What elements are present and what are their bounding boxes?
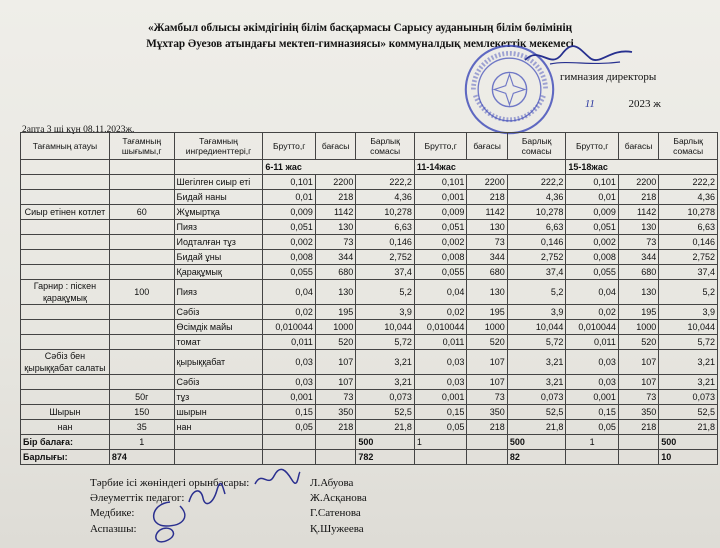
cell-p3: 520 [618,335,658,350]
cell-s3: 21,8 [659,420,718,435]
cell-s3: 2,752 [659,250,718,265]
col-header: бағасы [315,133,355,160]
cell-b2: 0,15 [414,405,467,420]
cell-s3: 0,073 [659,390,718,405]
col-header: бағасы [467,133,507,160]
col-header: Барлық сомасы [507,133,566,160]
col-header: Брутто,г [263,133,316,160]
dish-yield: 150 [109,405,174,420]
cell-s2: 0,146 [507,235,566,250]
cell-p1: 344 [315,250,355,265]
cell-s1: 0,073 [356,390,415,405]
totals-t1: 782 [356,450,415,465]
cell-b1: 0,051 [263,220,316,235]
cell-b1: 0,008 [263,250,316,265]
cell-b1: 0,01 [263,190,316,205]
cell-p1: 107 [315,350,355,375]
dish-yield: 60 [109,205,174,220]
cell-p2: 218 [467,420,507,435]
cell-s3: 5,72 [659,335,718,350]
col-header: Тағамның шығымы,г [109,133,174,160]
cell-p2: 1000 [467,320,507,335]
cell-s1: 10,278 [356,205,415,220]
cell-b1: 0,15 [263,405,316,420]
cell-ing: Шегілген сиыр еті [174,175,263,190]
totals-t3: 10 [659,450,718,465]
dish-name [21,250,110,265]
cell-s3: 5,2 [659,280,718,305]
cell-p3: 107 [618,375,658,390]
col-header: Барлық сомасы [659,133,718,160]
per-child-v1: 1 [109,435,174,450]
cell-p2: 73 [467,235,507,250]
cell-s3: 10,044 [659,320,718,335]
cell-ing: қырыққабат [174,350,263,375]
cell-b1: 0,009 [263,205,316,220]
cell-p2: 520 [467,335,507,350]
cell-ing: Пияз [174,280,263,305]
cell-s2: 21,8 [507,420,566,435]
cell-p2: 130 [467,280,507,305]
cell-b1: 0,05 [263,420,316,435]
cell-ing: шырын [174,405,263,420]
dish-name: Сиыр етінен котлет [21,205,110,220]
age-group: 11-14жас [414,160,565,175]
cell-s2: 37,4 [507,265,566,280]
cell-b2: 0,002 [414,235,467,250]
dish-yield [109,190,174,205]
dish-yield [109,235,174,250]
cell-s2: 0,073 [507,390,566,405]
table-row [21,375,718,390]
signature-name: Ж.Асқанова [310,492,367,504]
cell-p1: 73 [315,235,355,250]
signature-scribble [140,496,200,544]
table-row [21,405,718,420]
cell-s1: 222,2 [356,175,415,190]
cell-p2: 2200 [467,175,507,190]
cell-ing: Пияз [174,220,263,235]
cell-p2: 73 [467,390,507,405]
cell-ing: Қарақұмық [174,265,263,280]
cell-s3: 10,278 [659,205,718,220]
cell-b3: 0,03 [566,350,619,375]
cell-b1: 0,101 [263,175,316,190]
signature-role: Әлеуметтік педагог: [90,492,185,504]
cell-b2: 0,051 [414,220,467,235]
cell-s1: 3,9 [356,305,415,320]
cell-b2: 0,008 [414,250,467,265]
approval-year: 2023 ж [628,98,661,110]
cell-ing: Бидай наны [174,190,263,205]
cell-s1: 6,63 [356,220,415,235]
table-row [21,420,718,435]
cell-b3: 0,055 [566,265,619,280]
cell-s2: 5,72 [507,335,566,350]
col-header: Тағамның атауы [21,133,110,160]
dish-yield [109,320,174,335]
cell-s1: 4,36 [356,190,415,205]
cell-s3: 0,146 [659,235,718,250]
cell-s1: 2,752 [356,250,415,265]
cell-s2: 3,21 [507,375,566,390]
cell-s1: 3,21 [356,350,415,375]
dish-name: Шырын [21,405,110,420]
cell-p3: 344 [618,250,658,265]
totals-t2: 82 [507,450,566,465]
cell-s2: 5,2 [507,280,566,305]
cell-p1: 1142 [315,205,355,220]
cell-p3: 130 [618,280,658,305]
cell-b1: 0,011 [263,335,316,350]
dish-yield [109,220,174,235]
cell-b2: 0,010044 [414,320,467,335]
cell-b3: 0,05 [566,420,619,435]
signature-name: Г.Сатенова [310,507,361,519]
table-row [21,205,718,220]
signature-role: Тәрбие ісі жөніндегі орынбасары: [90,477,250,489]
cell-p3: 1142 [618,205,658,220]
cell-s2: 222,2 [507,175,566,190]
signature-scribble [252,466,302,490]
table-row [21,280,718,305]
cell-p2: 350 [467,405,507,420]
cell-b3: 0,01 [566,190,619,205]
dish-yield [109,350,174,375]
cell-s1: 0,146 [356,235,415,250]
age-group: 6-11 жас [263,160,414,175]
dish-yield [109,305,174,320]
totals-yield: 874 [109,450,174,465]
cell-b2: 0,03 [414,350,467,375]
cell-s2: 3,9 [507,305,566,320]
cell-b2: 0,101 [414,175,467,190]
director-signature [520,40,640,74]
cell-p2: 130 [467,220,507,235]
signature-role: Аспазшы: [90,523,137,535]
dish-yield [109,335,174,350]
col-header: Тағамның ингредиенттері,г [174,133,263,160]
cell-b2: 0,001 [414,190,467,205]
cell-p2: 218 [467,190,507,205]
dish-yield [109,265,174,280]
header-row [21,133,718,160]
cell-s3: 52,5 [659,405,718,420]
cell-ing: Сәбіз [174,375,263,390]
dish-yield: 35 [109,420,174,435]
cell-b3: 0,03 [566,375,619,390]
dish-yield [109,375,174,390]
cell-p1: 195 [315,305,355,320]
cell-b3: 0,15 [566,405,619,420]
cell-s2: 10,278 [507,205,566,220]
col-header: Брутто,г [566,133,619,160]
cell-s1: 10,044 [356,320,415,335]
cell-b2: 0,05 [414,420,467,435]
cell-p1: 107 [315,375,355,390]
cell-p1: 130 [315,220,355,235]
cell-p1: 130 [315,280,355,305]
dish-name [21,235,110,250]
cell-b1: 0,001 [263,390,316,405]
per-child-label: Бір балаға: [21,435,110,450]
header-line-2: Мұхтар Әуезов атындағы мектеп-гимназиясы» коммуналдық мемлекеттік мекемесі [146,38,574,50]
cell-p3: 73 [618,390,658,405]
totals-row [21,450,718,465]
header-line-1: «Жамбыл облысы әкімдігінің білім басқармасы Сарысу ауданының білім бөлімінің [147,22,573,34]
dish-name [21,265,110,280]
cell-p2: 344 [467,250,507,265]
signature-name: Л.Абуова [310,477,354,489]
cell-p1: 218 [315,420,355,435]
cell-ing: Бидай ұны [174,250,263,265]
dish-name: Гарнир : піскен қарақұмық [21,280,110,305]
cell-p1: 218 [315,190,355,205]
cell-s2: 4,36 [507,190,566,205]
dish-name: нан [21,420,110,435]
cell-b2: 0,009 [414,205,467,220]
per-child-v2: 1 [414,435,467,450]
cell-b3: 0,002 [566,235,619,250]
table-row [21,220,718,235]
col-header: Барлық сомасы [356,133,415,160]
dish-yield [109,175,174,190]
cell-b1: 0,04 [263,280,316,305]
cell-p3: 218 [618,420,658,435]
cell-s2: 6,63 [507,220,566,235]
age-group: 15-18жас [566,160,718,175]
cell-p1: 73 [315,390,355,405]
cell-ing: Сәбіз [174,305,263,320]
dish-name [21,305,110,320]
cell-ing: Иодталған тұз [174,235,263,250]
dish-name: Сәбіз бен қырыққабат салаты [21,350,110,375]
signature-role: Медбике: [90,507,135,519]
cell-b2: 0,011 [414,335,467,350]
cell-s3: 6,63 [659,220,718,235]
cell-b1: 0,03 [263,375,316,390]
cell-b3: 0,02 [566,305,619,320]
cell-b1: 0,02 [263,305,316,320]
cell-b3: 0,04 [566,280,619,305]
dish-yield [109,250,174,265]
col-header: бағасы [618,133,658,160]
cell-s2: 2,752 [507,250,566,265]
dish-name [21,320,110,335]
cell-b3: 0,008 [566,250,619,265]
table-row [21,350,718,375]
cell-s1: 37,4 [356,265,415,280]
dish-name [21,335,110,350]
cell-ing: нан [174,420,263,435]
cell-b3: 0,001 [566,390,619,405]
cell-b1: 0,010044 [263,320,316,335]
cell-s3: 4,36 [659,190,718,205]
cell-s3: 3,9 [659,305,718,320]
cell-p3: 130 [618,220,658,235]
cell-ing: Жұмыртқа [174,205,263,220]
cell-b3: 0,101 [566,175,619,190]
cell-s2: 52,5 [507,405,566,420]
cell-b3: 0,009 [566,205,619,220]
cell-p1: 350 [315,405,355,420]
cell-b1: 0,055 [263,265,316,280]
cell-ing: томат [174,335,263,350]
table-row [21,305,718,320]
cell-s3: 3,21 [659,350,718,375]
cell-b2: 0,02 [414,305,467,320]
cell-b2: 0,03 [414,375,467,390]
cell-p3: 1000 [618,320,658,335]
cell-ing: Өсімдік майы [174,320,263,335]
cell-p1: 1000 [315,320,355,335]
cell-s2: 3,21 [507,350,566,375]
col-header: Брутто,г [414,133,467,160]
cell-p3: 73 [618,235,658,250]
totals-label: Барлығы: [21,450,110,465]
dish-name [21,175,110,190]
per-child-s1: 500 [356,435,415,450]
dish-name [21,220,110,235]
cell-s1: 5,72 [356,335,415,350]
cell-p3: 350 [618,405,658,420]
table-row [21,265,718,280]
per-child-s3: 500 [659,435,718,450]
cell-s1: 52,5 [356,405,415,420]
cell-b3: 0,010044 [566,320,619,335]
table-row [21,235,718,250]
table-row [21,250,718,265]
per-child-s2: 500 [507,435,566,450]
menu-date: 2апта 3 ші күн 08.11.2023ж. [22,125,135,135]
cell-s3: 222,2 [659,175,718,190]
cell-p1: 680 [315,265,355,280]
approval-day: 11 [584,98,595,110]
table-row [21,335,718,350]
per-child-v3: 1 [566,435,619,450]
table-row [21,390,718,405]
cell-b2: 0,001 [414,390,467,405]
dish-name [21,390,110,405]
menu-body [21,175,718,435]
cell-p2: 107 [467,350,507,375]
cell-p3: 195 [618,305,658,320]
cell-p1: 520 [315,335,355,350]
cell-p2: 195 [467,305,507,320]
dish-yield: 100 [109,280,174,305]
dish-yield: 50г [109,390,174,405]
cell-p3: 218 [618,190,658,205]
cell-p1: 2200 [315,175,355,190]
cell-p2: 680 [467,265,507,280]
dish-name [21,190,110,205]
cell-p3: 2200 [618,175,658,190]
cell-s1: 5,2 [356,280,415,305]
signature-name: Қ.Шужеева [310,523,364,535]
cell-s3: 3,21 [659,375,718,390]
cell-p3: 107 [618,350,658,375]
approval-date [562,98,661,110]
per-child-row [21,435,718,450]
cell-b3: 0,011 [566,335,619,350]
cell-b2: 0,055 [414,265,467,280]
cell-s1: 21,8 [356,420,415,435]
cell-b1: 0,002 [263,235,316,250]
cell-s1: 3,21 [356,375,415,390]
table-row [21,320,718,335]
cell-p2: 107 [467,375,507,390]
dish-name [21,375,110,390]
cell-s2: 10,044 [507,320,566,335]
table-row [21,190,718,205]
cell-b1: 0,03 [263,350,316,375]
menu-table [20,132,718,465]
director-title: гимназия директоры [560,71,657,83]
cell-s3: 37,4 [659,265,718,280]
cell-b3: 0,051 [566,220,619,235]
cell-ing: тұз [174,390,263,405]
cell-p2: 1142 [467,205,507,220]
age-group-row [21,160,718,175]
table-row [21,175,718,190]
cell-b2: 0,04 [414,280,467,305]
cell-p3: 680 [618,265,658,280]
